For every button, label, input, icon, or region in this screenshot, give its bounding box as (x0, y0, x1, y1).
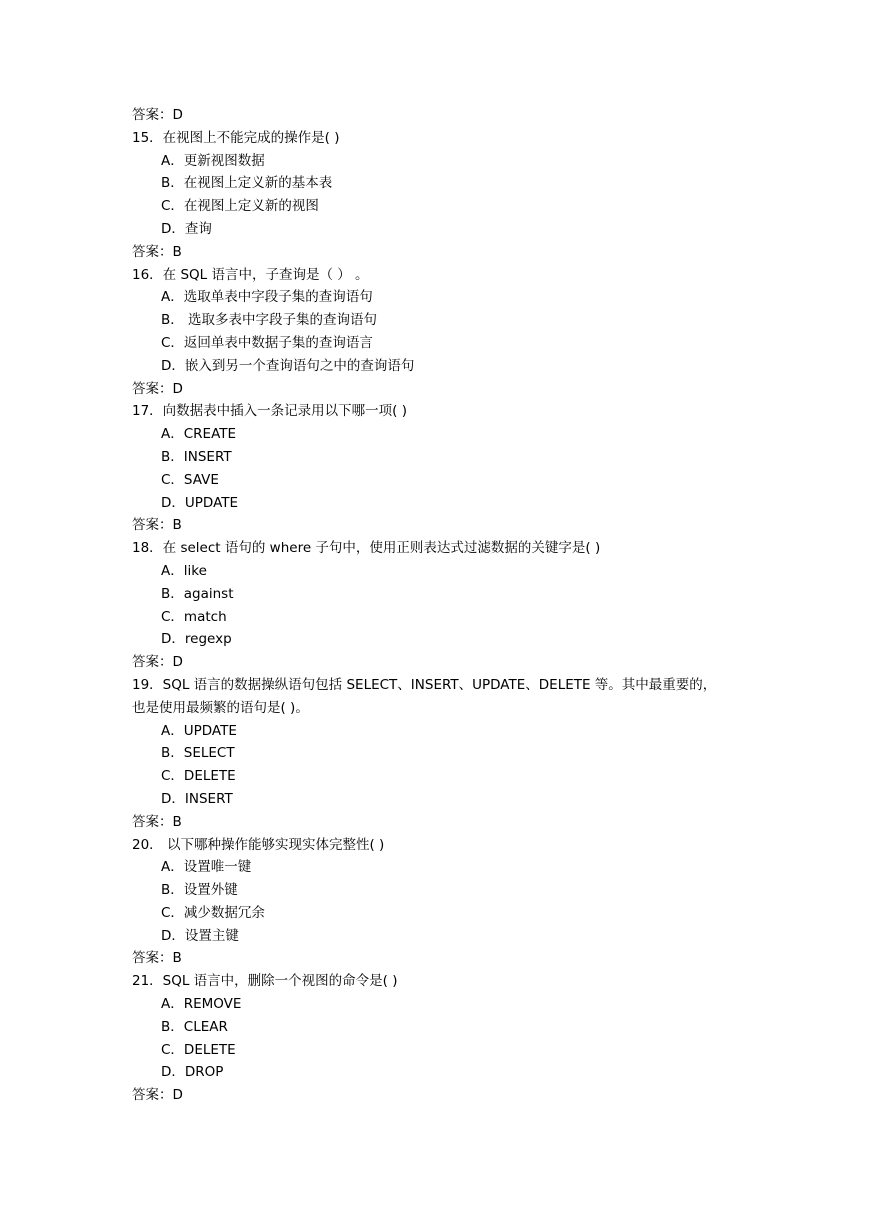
question-line: 19．SQL 语言的数据操纵语句包括 SELECT、INSERT、UPDATE、DELETE 等。其中最重要的， (132, 676, 717, 693)
question-line: 15．在视图上不能完成的操作是( ) (132, 129, 340, 146)
option-line: D．嵌入到另一个查询语句之中的查询语句 (161, 357, 415, 374)
option-line: D．设置主键 (161, 927, 239, 944)
option-line: B． 选取多表中字段子集的查询语句 (161, 312, 378, 329)
option-line: A．更新视图数据 (161, 152, 265, 169)
answer-line: 答案：D (132, 1087, 183, 1104)
option-line: B．在视图上定义新的基本表 (161, 175, 333, 192)
option-line: D．DROP (161, 1064, 224, 1081)
option-line: D．UPDATE (161, 494, 239, 511)
question-line: 17．向数据表中插入一条记录用以下哪一项( ) (132, 403, 408, 420)
option-line: C．DELETE (161, 1041, 236, 1058)
option-line: A．设置唯一键 (161, 859, 252, 876)
option-line: A．CREATE (161, 426, 237, 443)
option-line: D．查询 (161, 220, 212, 237)
question-line: 20． 以下哪种操作能够实现实体完整性( ) (132, 836, 385, 853)
question-line: 21．SQL 语言中，删除一个视图的命令是( ) (132, 973, 398, 990)
answer-line: 答案：D (132, 380, 183, 397)
option-line: C．DELETE (161, 768, 236, 785)
option-line: C．减少数据冗余 (161, 904, 265, 921)
answer-line: 答案：B (132, 950, 182, 967)
answer-line: 答案：B (132, 517, 182, 534)
option-line: B．设置外键 (161, 882, 238, 899)
option-line: B．INSERT (161, 448, 232, 465)
option-line: B．against (161, 585, 234, 602)
option-line: D．INSERT (161, 790, 233, 807)
document-content (132, 104, 742, 1107)
option-line: A．选取单表中字段子集的查询语句 (161, 289, 373, 306)
option-line: B．CLEAR (161, 1018, 228, 1035)
question-line: 18．在 select 语句的 where 子句中，使用正则表达式过滤数据的关键字是( ) (132, 540, 601, 557)
question-line: 16．在 SQL 语言中，子查询是（ ） 。 (132, 266, 369, 283)
option-line: A．REMOVE (161, 996, 242, 1013)
answer-line: 答案：D (132, 107, 183, 123)
option-line: A．like (161, 562, 207, 579)
answer-line: 答案：D (132, 654, 183, 671)
option-line: D．regexp (161, 631, 232, 648)
option-line: C．在视图上定义新的视图 (161, 198, 319, 215)
option-line: C．SAVE (161, 471, 219, 488)
question-line: 也是使用最频繁的语句是( )。 (132, 699, 309, 716)
option-line: C．match (161, 608, 227, 625)
answer-line: 答案：B (132, 243, 182, 260)
answer-line: 答案：B (132, 813, 182, 830)
option-line: B．SELECT (161, 745, 235, 762)
option-line: C．返回单表中数据子集的查询语言 (161, 334, 373, 351)
option-line: A．UPDATE (161, 722, 237, 739)
